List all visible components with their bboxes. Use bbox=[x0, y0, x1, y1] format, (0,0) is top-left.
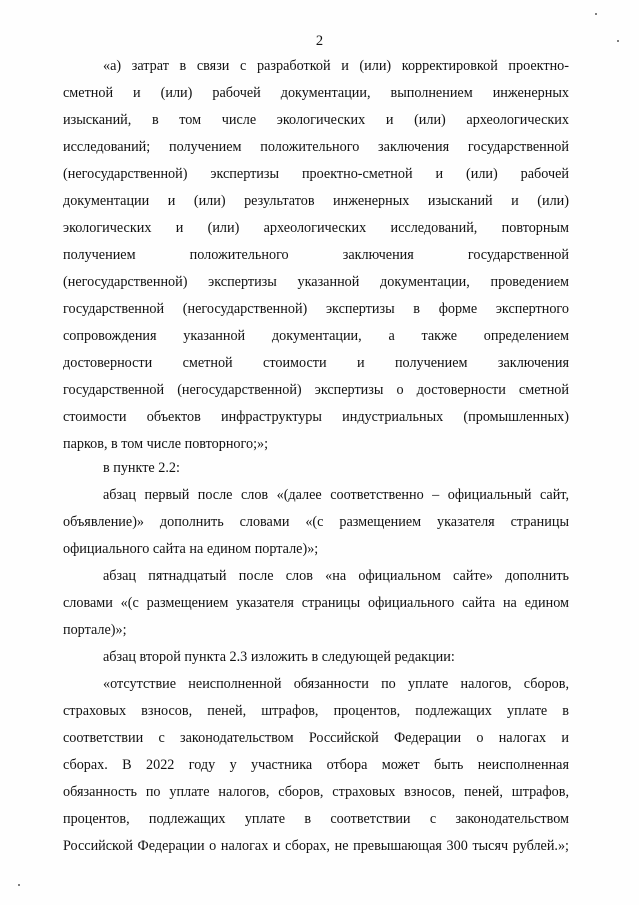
text-line: объявление)» дополнить словами «(с размещением указателя страницы bbox=[63, 514, 569, 530]
text-line: словами «(с размещением указателя страницы официального сайта на едином bbox=[63, 595, 569, 611]
scan-speck bbox=[595, 13, 597, 15]
text-line: (негосударственной) экспертизы указанной документации, проведением bbox=[63, 274, 569, 290]
text-line: абзац первый после слов «(далее соответственно – официальный сайт, bbox=[103, 487, 569, 503]
text-line: Российской Федерации о налогах и сборах, не превышающая 300 тысяч рублей.»; bbox=[63, 838, 569, 854]
text-line: сметной и (или) рабочей документации, выполнением инженерных bbox=[63, 85, 569, 101]
text-line: «а) затрат в связи с разработкой и (или) корректировкой проектно- bbox=[103, 58, 569, 74]
text-line: стоимости объектов инфраструктуры индустриальных (промышленных) bbox=[63, 409, 569, 425]
text-line: сборах. В 2022 году у участника отбора может быть неисполненная bbox=[63, 757, 569, 773]
text-line: обязанность по уплате налогов, сборов, страховых взносов, пеней, штрафов, bbox=[63, 784, 569, 800]
scan-speck bbox=[617, 40, 619, 42]
text-line: исследований; получением положительного заключения государственной bbox=[63, 139, 569, 155]
text-line: процентов, подлежащих уплате в соответствии с законодательством bbox=[63, 811, 569, 827]
text-line: экологических и (или) археологических исследований, повторным bbox=[63, 220, 569, 236]
text-line: изысканий, в том числе экологических и (или) археологических bbox=[63, 112, 569, 128]
text-line: абзац пятнадцатый после слов «на официальном сайте» дополнить bbox=[103, 568, 569, 584]
text-line: страховых взносов, пеней, штрафов, процентов, подлежащих уплате в bbox=[63, 703, 569, 719]
text-line: достоверности сметной стоимости и получением заключения bbox=[63, 355, 569, 371]
text-line: «отсутствие неисполненной обязанности по уплате налогов, сборов, bbox=[103, 676, 569, 692]
text-line: сопровождения указанной документации, а также определением bbox=[63, 328, 569, 344]
text-line: документации и (или) результатов инженерных изысканий и (или) bbox=[63, 193, 569, 209]
scan-speck bbox=[18, 884, 20, 886]
text-line: официального сайта на едином портале)»; bbox=[63, 541, 319, 557]
text-line: парков, в том числе повторного;»; bbox=[63, 436, 269, 452]
text-line: соответствии с законодательством Российской Федерации о налогах и bbox=[63, 730, 569, 746]
text-line: абзац второй пункта 2.3 изложить в следующей редакции: bbox=[103, 649, 455, 665]
text-line: портале)»; bbox=[63, 622, 127, 638]
text-line: получением положительного заключения государственной bbox=[63, 247, 569, 263]
text-line: в пункте 2.2: bbox=[103, 460, 180, 476]
page-number: 2 bbox=[315, 33, 324, 49]
text-line: (негосударственной) экспертизы проектно-сметной и (или) рабочей bbox=[63, 166, 569, 182]
text-line: государственной (негосударственной) экспертизы о достоверности сметной bbox=[63, 382, 569, 398]
text-line: государственной (негосударственной) экспертизы в форме экспертного bbox=[63, 301, 569, 317]
